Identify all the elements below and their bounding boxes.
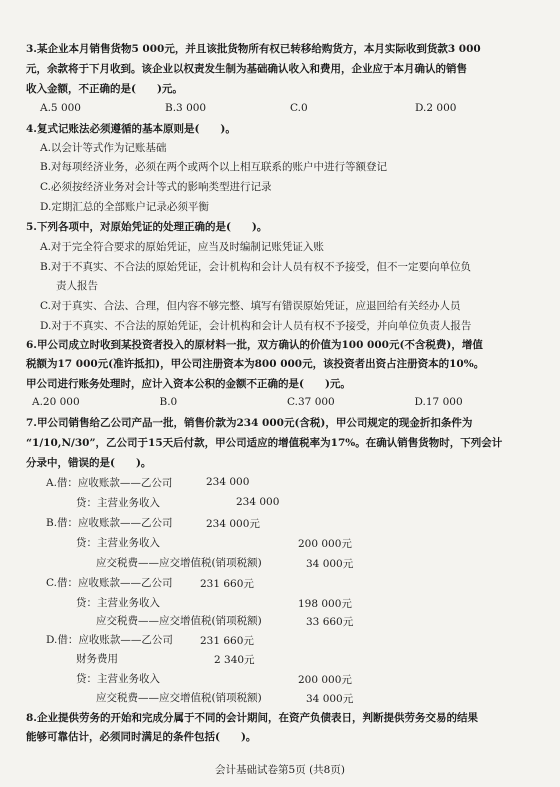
q3-stem-line2: 元，余款将于下月收到。该企业以权责发生制为基础确认收入和费用，企业应于本月确认的销售: [26, 63, 467, 75]
q6-option-c: C.37 000: [287, 396, 335, 408]
q5-option-c: C.对于真实、合法、合理，但内容不够完整、填写有错误原始凭证，应退回给有关经办人员: [40, 300, 461, 312]
q7c-credit2: 应交税费——应交增值税(销项税额): [96, 615, 262, 627]
q3-options: [40, 102, 540, 114]
q4-option-b: B.对每项经济业务，必须在两个或两个以上相互联系的账户中进行等额登记: [40, 161, 388, 173]
q4-option-c: C.必须按经济业务对会计等式的影响类型进行记录: [40, 181, 272, 193]
q6-option-b: B.0: [159, 396, 178, 408]
q7d-credit2-amount: 34 000元: [306, 693, 354, 705]
q3-option-d: D.2 000: [415, 102, 457, 114]
q7c-credit1: 贷：主营业务收入: [76, 597, 160, 609]
q7b-credit2-amount: 34 000元: [306, 558, 354, 570]
q6-stem-line1: 6.甲公司成立时收到某投资者投入的原材料一批，双方确认的价值为100 000元(不含税费)，增值: [26, 339, 483, 351]
q7d-credit1: 贷：主营业务收入: [76, 673, 160, 685]
q7a-debit: A.借：应收账款——乙公司: [46, 477, 173, 489]
q4-stem: 4.复式记账法必须遵循的基本原则是( )。: [26, 123, 236, 135]
q6-option-d: D.17 000: [414, 396, 463, 408]
q7c-credit1-amount: 198 000元: [298, 598, 352, 610]
q7d-debit: D.借：应收账款——乙公司: [46, 634, 173, 646]
q7b-credit1: 贷：主营业务收入: [76, 537, 160, 549]
q5-option-a: A.对于完全符合要求的原始凭证，应当及时编制记账凭证入账: [40, 241, 324, 253]
q7b-debit: B.借：应收账款——乙公司: [46, 517, 173, 529]
q5-option-b-line2: 责人报告: [56, 280, 98, 292]
q3-option-c: C.0: [290, 102, 308, 114]
q7b-credit1-amount: 200 000元: [298, 538, 352, 550]
q7d-debit2: 财务费用: [76, 653, 118, 665]
q7b-debit-amount: 234 000元: [206, 518, 260, 530]
q5-stem: 5.下列各项中，对原始凭证的处理正确的是( )。: [26, 221, 268, 233]
q8-stem-line1: 8.企业提供劳务的开始和完成分属于不同的会计期间，在资产负债表日，判断提供劳务交易的结果: [26, 712, 478, 724]
q7d-debit2-amount: 2 340元: [214, 654, 255, 666]
q4-option-d: D.定期汇总的全部账户记录必须平衡: [40, 201, 209, 213]
q7c-credit2-amount: 33 660元: [306, 616, 354, 628]
q7d-credit2: 应交税费——应交增值税(销项税额): [96, 692, 262, 704]
q8-stem-line2: 能够可靠估计，必须同时满足的条件包括( )。: [26, 731, 257, 743]
q3-option-b: B.3 000: [165, 102, 207, 114]
q7b-credit2: 应交税费——应交增值税(销项税额): [96, 557, 262, 569]
q7-stem-line2: “1/10,N/30”，乙公司于15天后付款，甲公司适应的增值税率为17%。在确认销售货物时，下列会计: [26, 437, 503, 449]
q6-stem-line3: 甲公司进行账务处理时，应计入资本公积的金额不正确的是( )元。: [26, 378, 351, 390]
q3-stem-line3: 收入金额，不正确的是( )元。: [26, 83, 183, 95]
q7a-debit-amount: 234 000: [206, 476, 250, 488]
q7c-debit: C.借：应收账款——乙公司: [46, 577, 173, 589]
page-footer: 会计基础试卷第5页 (共8页): [215, 764, 345, 776]
q3-option-a: A.5 000: [40, 102, 81, 114]
q7a-credit-amount: 234 000: [236, 496, 280, 508]
q7c-debit-amount: 231 660元: [200, 578, 254, 590]
q7-stem-line1: 7.甲公司销售给乙公司产品一批，销售价款为234 000元(含税)，甲公司规定的现金折扣条件为: [26, 417, 473, 429]
q6-options: [32, 396, 542, 408]
q6-option-a: A.20 000: [32, 396, 80, 408]
q5-option-b-line1: B.对于不真实、不合法的原始凭证，会计机构和会计人员有权不予接受，但不一定要向单位负: [40, 261, 472, 273]
q6-stem-line2: 税额为17 000元(准许抵扣)，甲公司注册资本为800 000元，该投资者出资占注册资本的10%。: [26, 358, 485, 370]
q3-stem-line1: 3.某企业本月销售货物5 000元，并且该批货物所有权已转移给购货方，本月实际收到货款3 000: [26, 43, 481, 55]
q5-option-d: D.对于不真实、不合法的原始凭证，会计机构和会计人员有权不予接受，并向单位负责人报告: [40, 320, 472, 332]
q7d-debit-amount: 231 660元: [200, 635, 254, 647]
q7d-credit1-amount: 200 000元: [298, 674, 352, 686]
q7-stem-line3: 分录中，错误的是( )。: [26, 457, 152, 469]
q7a-credit: 贷：主营业务收入: [76, 497, 160, 509]
q4-option-a: A.以会计等式作为记账基础: [40, 142, 167, 154]
